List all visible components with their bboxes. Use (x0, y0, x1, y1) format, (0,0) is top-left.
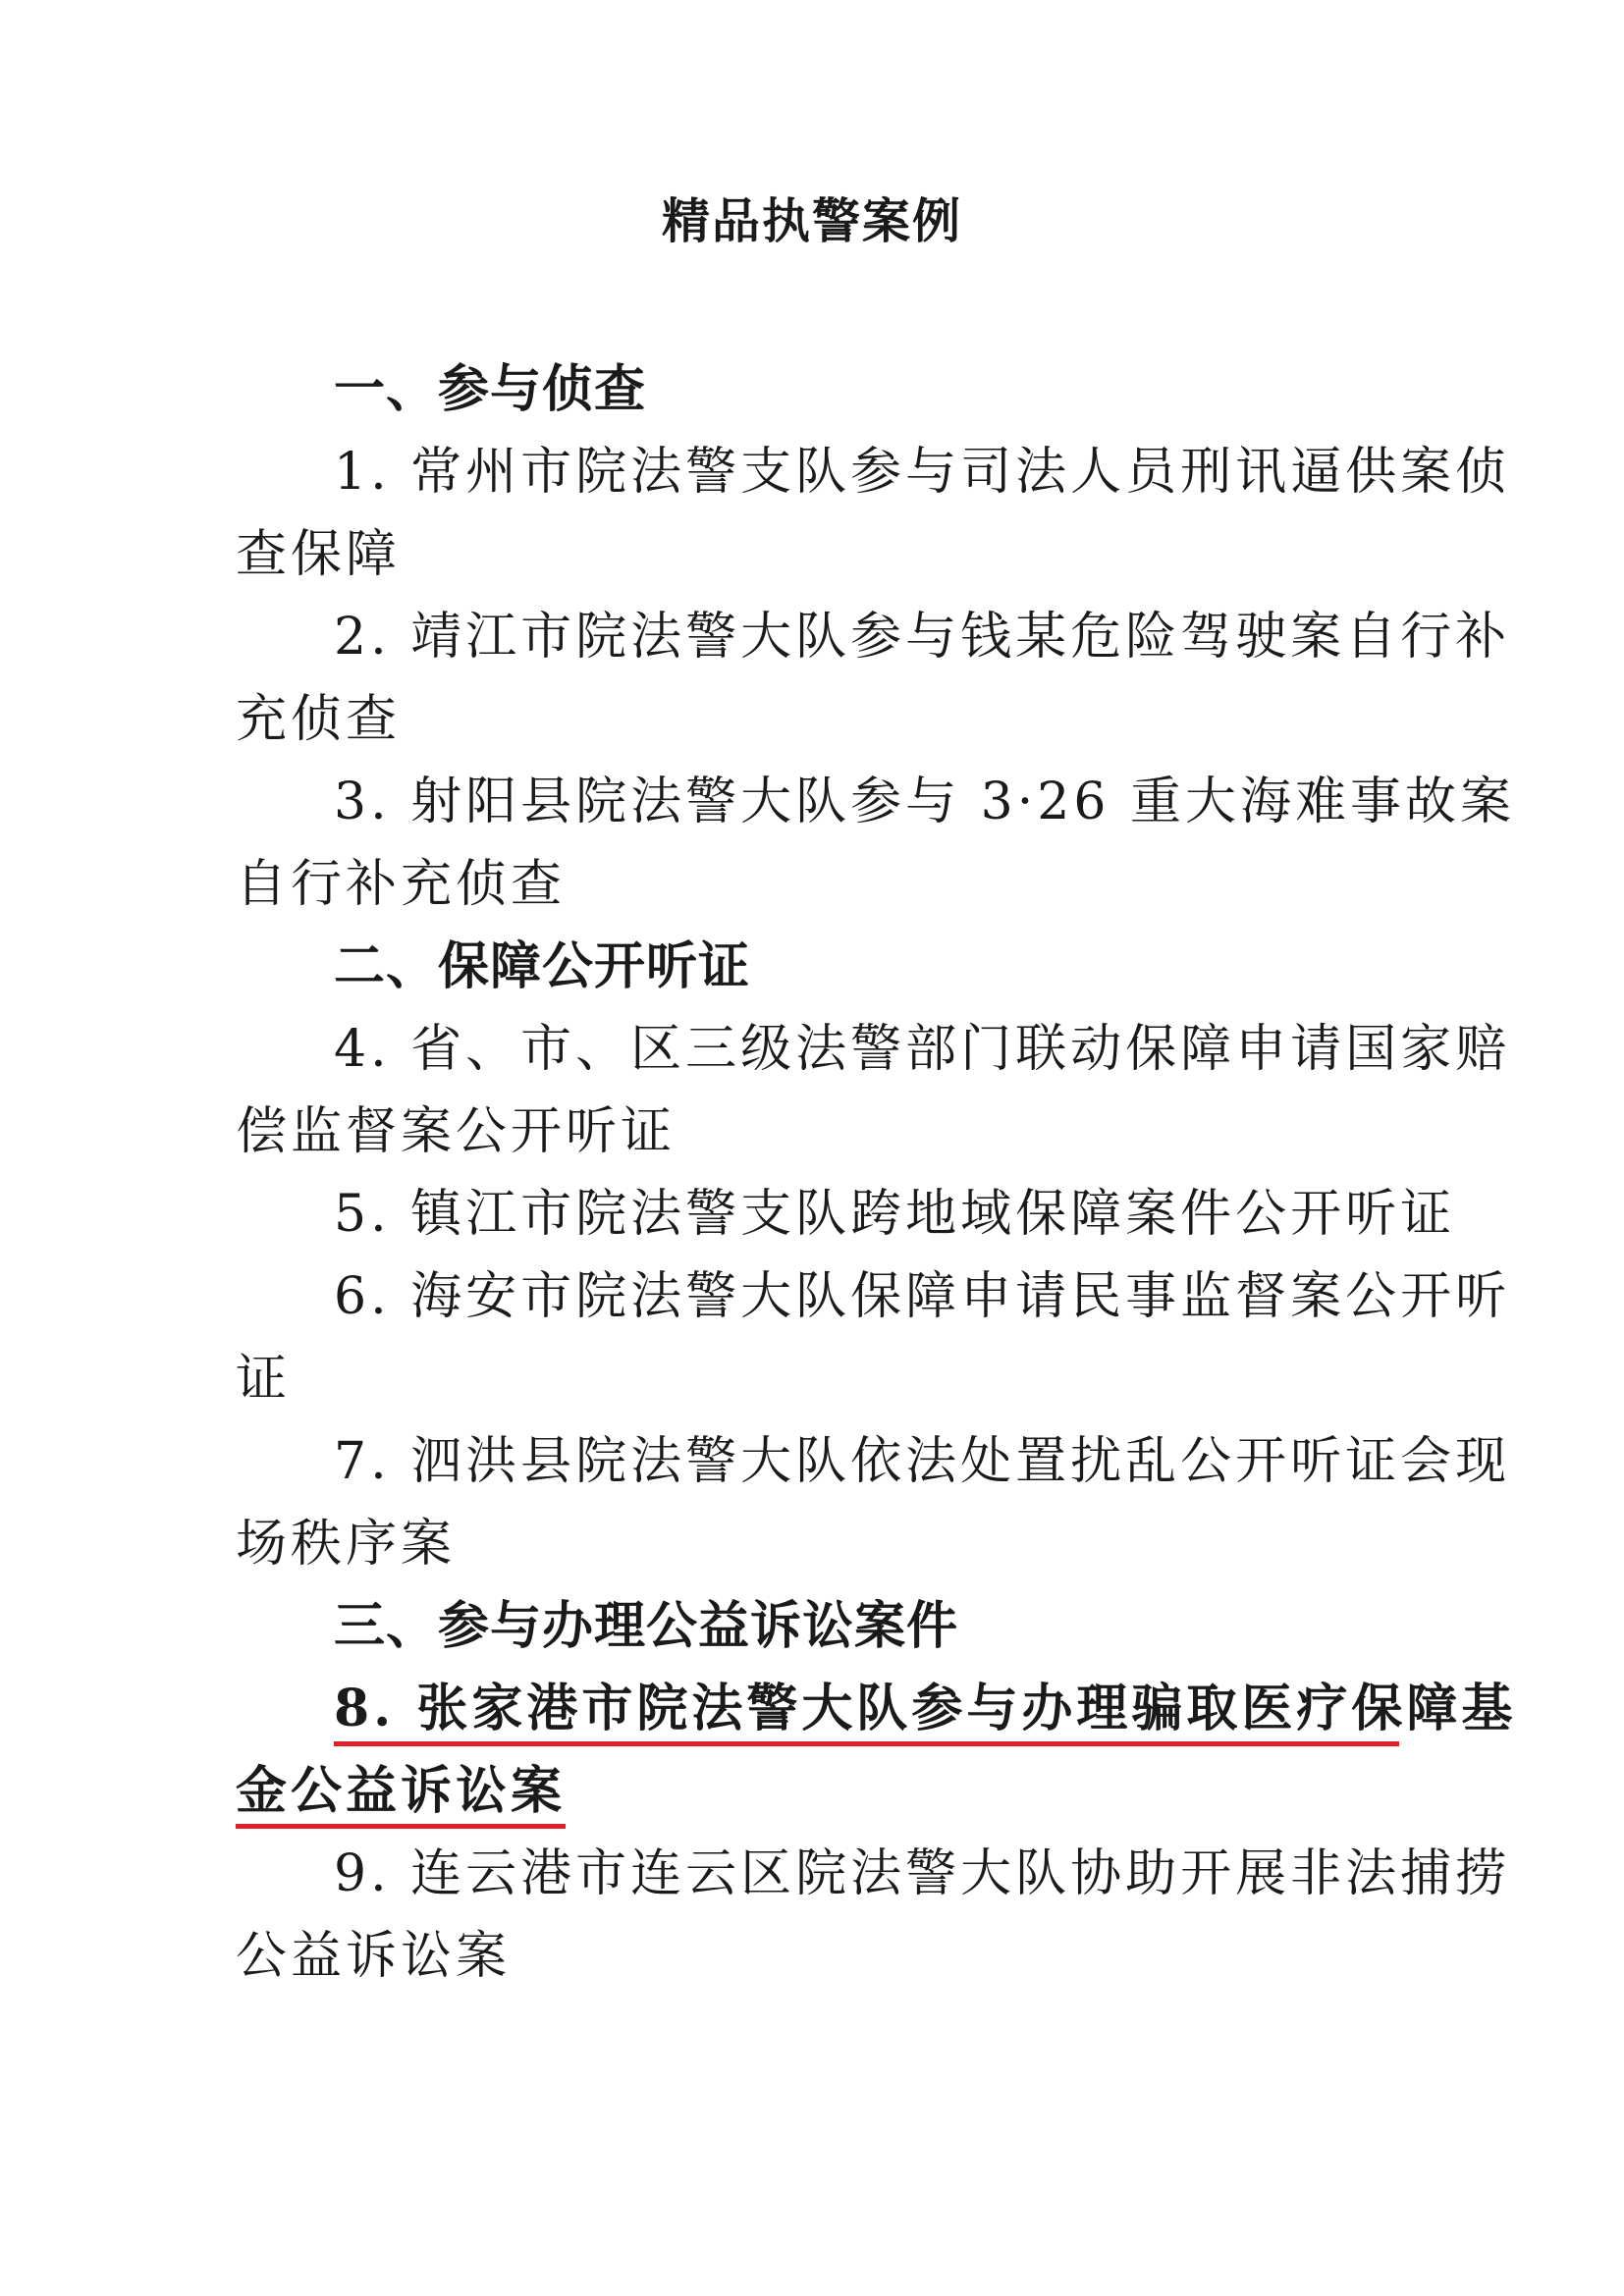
section-heading: 三、参与办理公益诉讼案件 (334, 1597, 959, 1656)
list-item-continuation: 查保障 (236, 525, 402, 584)
highlighted-list-item-continuation (236, 1750, 1399, 1833)
list-item: 7. 泗洪县院法警大队依法处置扰乱公开听证会现 (334, 1432, 1511, 1491)
list-item-continuation: 公益诉讼案 (236, 1927, 512, 1986)
highlighted-list-item (236, 1668, 1517, 1750)
document-body (236, 348, 1517, 1998)
list-item-continuation: 自行补充侦查 (236, 855, 567, 914)
list-item: 1. 常州市院法警支队参与司法人员刑讯逼供案侦 (334, 443, 1511, 502)
underlined-text: 8. 张家港市院法警大队参与办理骗取医疗保障基 (334, 1677, 1399, 1746)
list-item: 2. 靖江市院法警大队参与钱某危险驾驶案自行补 (334, 608, 1511, 667)
section-heading: 二、保障公开听证 (334, 937, 751, 996)
list-item: 5. 镇江市院法警支队跨地域保障案件公开听证 (334, 1185, 1456, 1244)
list-item: 9. 连云港市连云区院法警大队协助开展非法捕捞 (334, 1844, 1511, 1903)
list-item: 3. 射阳县院法警大队参与 3·26 重大海难事故案 (334, 773, 1515, 831)
list-item-continuation: 充侦查 (236, 690, 402, 749)
list-item-continuation: 证 (236, 1350, 292, 1409)
list-item-continuation: 偿监督案公开听证 (236, 1102, 677, 1161)
list-item: 4. 省、市、区三级法警部门联动保障申请国家赔 (334, 1020, 1511, 1079)
section-heading: 一、参与侦查 (334, 360, 647, 419)
list-item: 6. 海安市院法警大队保障申请民事监督案公开听 (334, 1267, 1511, 1326)
underlined-text: 金公益诉讼案 (236, 1759, 566, 1829)
page-title: 精品执警案例 (661, 192, 962, 249)
list-item-continuation: 场秩序案 (236, 1515, 457, 1574)
